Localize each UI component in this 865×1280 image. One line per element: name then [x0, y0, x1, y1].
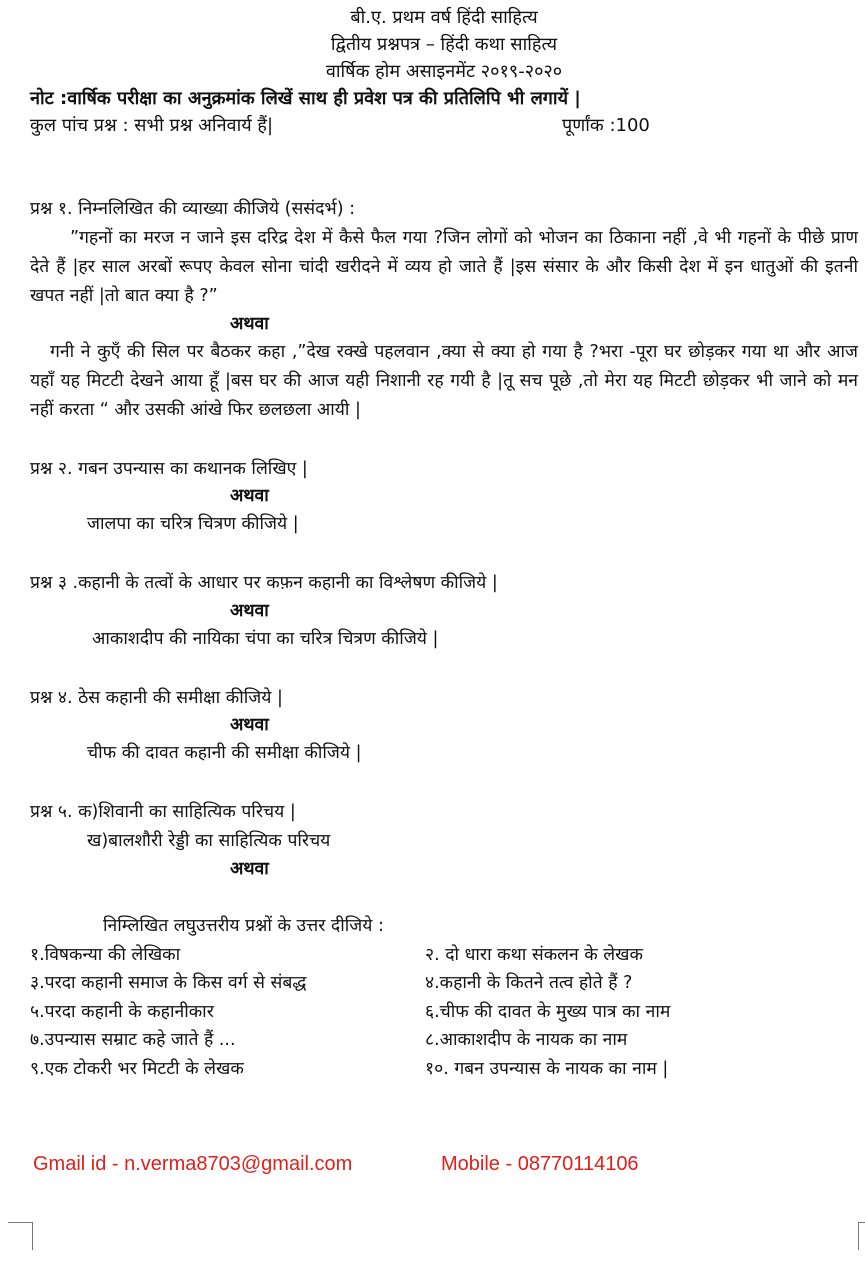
- question-4-title: प्रश्न ४. ठेस कहानी की समीक्षा कीजिये |: [30, 687, 283, 708]
- question-1-passage-2: गनी ने कुएँ की सिल पर बैठकर कहा ,”देख रक्खे पहलवान ,क्या से क्या हो गया है ?भरा -पूरा घर छोड़कर गया था और आज यहाँ यह मिटटी देखने आया हूँ |बस घर की आज यही निशानी रह गयी है |तू सच पूछे ,तो मेरा यह मिटटी छोड़कर भी जाने को मन नहीं करता “ और उसकी आंखे फिर छलछला आयी |: [30, 341, 858, 420]
- header-line-2: द्वितीय प्रश्नपत्र – हिंदी कथा साहित्य: [330, 34, 558, 55]
- short-question: ७.उपन्यास सम्राट कहे जाते हैं ...: [30, 1030, 236, 1050]
- question-2-alternative: जालपा का चरित्र चित्रण कीजिये |: [87, 514, 299, 534]
- header-line-1: बी.ए. प्रथम वर्ष हिंदी साहित्य: [350, 7, 538, 28]
- document-page: [30, 4, 858, 1083]
- header-line-3: वार्षिक होम असाइनमेंट २०१९-२०२०: [325, 61, 563, 82]
- meta-line: [30, 112, 858, 139]
- page-corner-mark-left: [8, 1222, 33, 1250]
- or-label: अथवा: [230, 715, 269, 735]
- or-label: अथवा: [230, 486, 269, 506]
- question-3-alternative: आकाशदीप की नायिका चंपा का चरित्र चित्रण कीजिये |: [92, 628, 439, 649]
- question-2-title: प्रश्न २. गबन उपन्यास का कथानक लिखिए |: [30, 458, 308, 479]
- or-label: अथवा: [230, 600, 269, 621]
- question-1-passage-1: ”गहनों का मरज न जाने इस दरिद्र देश में कैसे फैल गया ?जिन लोगों को भोजन का ठिकाना नहीं ,वे भी गहनों के पीछे प्राण देते हैं |हर साल अरबों रूपए केवल सोना चांदी खरीदने में व्यय हो जाते हैं |इस संसार के और किसी देश में इन धातुओं की इतनी खपत नहीं |तो बात क्या है ?”: [30, 227, 858, 306]
- short-question: २. दो धारा कथा संकलन के लेखक: [425, 944, 643, 965]
- question-5-part-b: ख)बालशौरी रेड्डी का साहित्यिक परिचय: [87, 830, 331, 851]
- question-5-title: प्रश्न ५. क)शिवानी का साहित्यिक परिचय |: [30, 802, 296, 822]
- instructions-text: कुल पांच प्रश्न : सभी प्रश्न अनिवार्य हैं|: [30, 115, 274, 136]
- short-question: ३.परदा कहानी समाज के किस वर्ग से संबद्ध: [30, 973, 307, 993]
- or-label: अथवा: [230, 858, 269, 879]
- short-question: ६.चीफ की दावत के मुख्य पात्र का नाम: [425, 1001, 671, 1022]
- mobile-number: Mobile - 08770114106: [441, 1153, 639, 1175]
- question-3-title: प्रश्न ३ .कहानी के तत्वों के आधार पर कफ़न कहानी का विश्लेषण कीजिये |: [30, 573, 498, 593]
- page-corner-mark-right: [858, 1222, 865, 1250]
- contact-footer: [33, 1153, 639, 1176]
- total-marks: पूर्णांक :100: [562, 115, 650, 136]
- note-line: नोट :वार्षिक परीक्षा का अनुक्रमांक लिखें साथ ही प्रवेश पत्र की प्रतिलिपि भी लगायें |: [30, 88, 581, 109]
- short-questions-list: [30, 941, 858, 1084]
- or-label: अथवा: [230, 313, 269, 334]
- gmail-id: Gmail id - n.verma8703@gmail.com: [33, 1153, 353, 1175]
- short-question: ४.कहानी के कितने तत्व होते हैं ?: [425, 973, 633, 993]
- short-questions-heading: निम्लिखित लघुउत्तरीय प्रश्नों के उत्तर दीजिये :: [103, 915, 384, 936]
- short-question: ५.परदा कहानी के कहानीकार: [30, 1001, 214, 1022]
- short-question: ८.आकाशदीप के नायक का नाम: [425, 1030, 628, 1050]
- short-question: १.विषकन्या की लेखिका: [30, 944, 181, 965]
- question-1-title: प्रश्न १. निम्नलिखित की व्याख्या कीजिये (ससंदर्भ) :: [30, 199, 356, 219]
- short-question: ९.एक टोकरी भर मिटटी के लेखक: [30, 1058, 244, 1079]
- question-4-alternative: चीफ की दावत कहानी की समीक्षा कीजिये |: [87, 743, 362, 763]
- short-question: १०. गबन उपन्यास के नायक का नाम |: [425, 1058, 669, 1079]
